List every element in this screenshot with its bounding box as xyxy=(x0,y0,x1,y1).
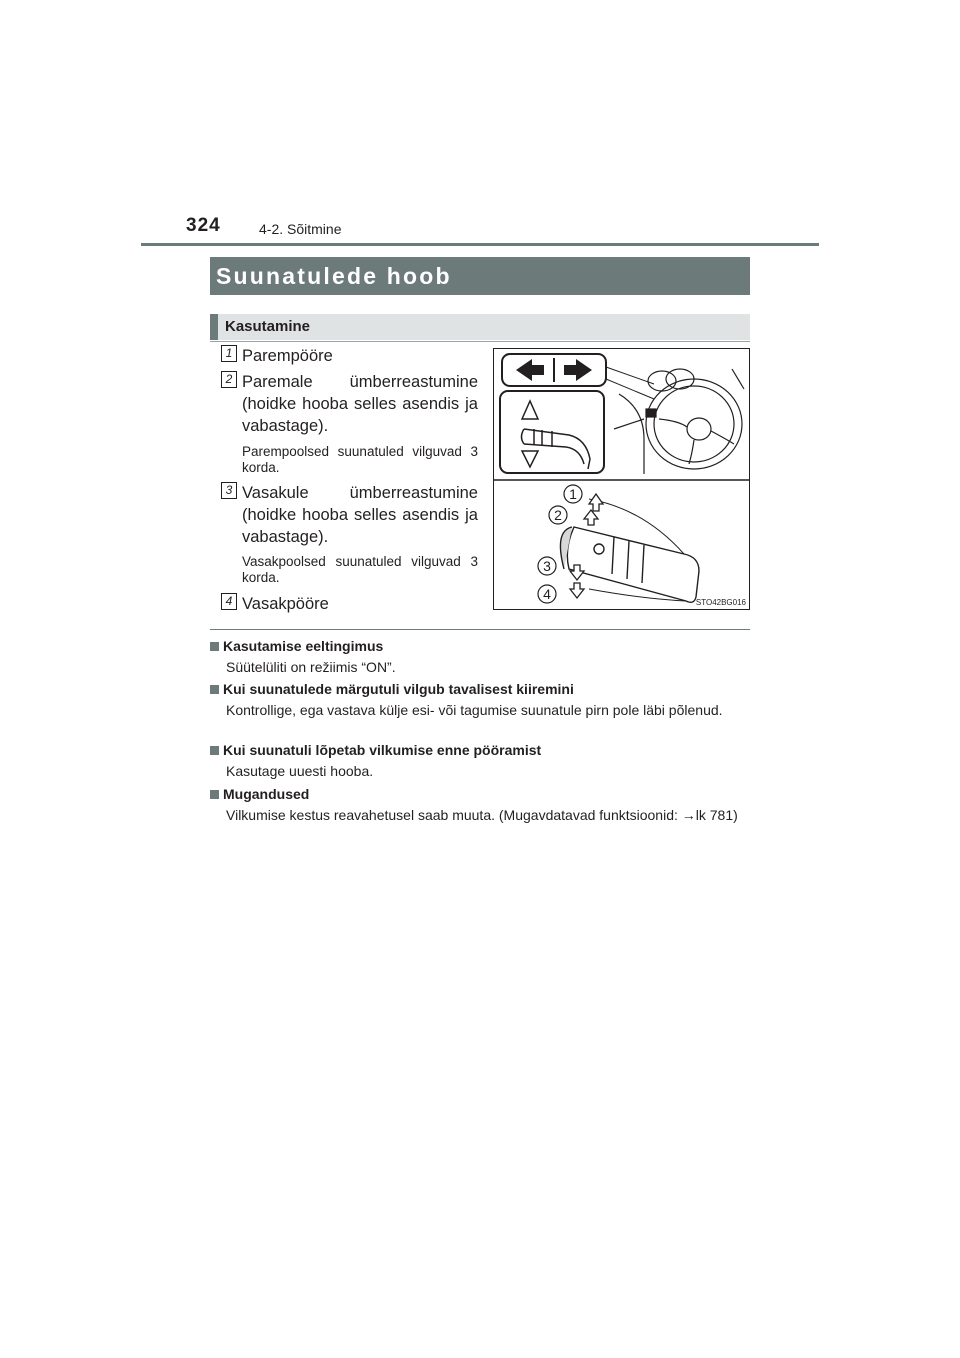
header-divider xyxy=(141,243,819,246)
step-number-2: 2 xyxy=(221,371,237,388)
square-bullet-icon xyxy=(210,790,219,799)
note-body-2: Kontrollige, ega vastava külje esi- või tagumise suunatule pirn pole läbi põlenud. xyxy=(226,702,723,718)
note-heading-4: Mugandused xyxy=(210,786,309,802)
section-reference: 4-2. Sõitmine xyxy=(259,221,342,237)
step-text-1: Parempööre xyxy=(242,347,333,365)
square-bullet-icon xyxy=(210,685,219,694)
note-body-3: Kasutage uuesti hooba. xyxy=(226,763,374,779)
step-note-3: Vasakpoolsed suunatuled vilguvad 3 korda. xyxy=(242,554,478,585)
square-bullet-icon xyxy=(210,642,219,651)
section-title: Suunatulede hoob xyxy=(210,257,750,295)
step-note-2: Parempoolsed suunatuled vilguvad 3 korda. xyxy=(242,444,478,475)
callout-1: 1 xyxy=(569,486,577,502)
step-text-3: Vasakule ümberreastumine (hoidke hooba selles asendis ja vabastage). xyxy=(242,484,478,546)
large-lever-drawing xyxy=(560,499,699,602)
callout-4: 4 xyxy=(543,586,551,602)
square-bullet-icon xyxy=(210,746,219,755)
turn-arrows-icon xyxy=(502,354,606,386)
note-heading-1: Kasutamise eeltingimus xyxy=(210,638,383,654)
step-text-4: Vasakpööre xyxy=(242,595,329,613)
lever-illustration xyxy=(494,349,749,609)
note-heading-2: Kui suunatulede märgutuli vilgub tavalisest kiiremini xyxy=(210,681,574,697)
step-number-4: 4 xyxy=(221,593,237,610)
note-heading-3: Kui suunatuli lõpetab vilkumise enne pööramist xyxy=(210,742,541,758)
note-body-4: Vilkumise kestus reavahetusel saab muuta. (Mugavdatavad funktsioonid: →lk 781) xyxy=(226,807,738,823)
step-number-1: 1 xyxy=(221,345,237,362)
note-body-1: Süütelüliti on režiimis “ON”. xyxy=(226,659,396,675)
figure-code: STO42BG016 xyxy=(695,598,746,607)
turn-signal-lever-figure xyxy=(493,348,750,610)
step-number-3: 3 xyxy=(221,482,237,499)
callout-3: 3 xyxy=(543,558,551,574)
lever-inset xyxy=(500,391,604,473)
body-divider xyxy=(210,629,750,630)
step-text-2: Paremale ümberreastumine (hoidke hooba selles asendis ja vabastage). xyxy=(242,373,478,435)
callout-2: 2 xyxy=(554,507,562,523)
steering-wheel-sketch xyxy=(614,369,744,474)
subsection-title: Kasutamine xyxy=(210,314,750,340)
page-number: 324 xyxy=(186,215,221,236)
